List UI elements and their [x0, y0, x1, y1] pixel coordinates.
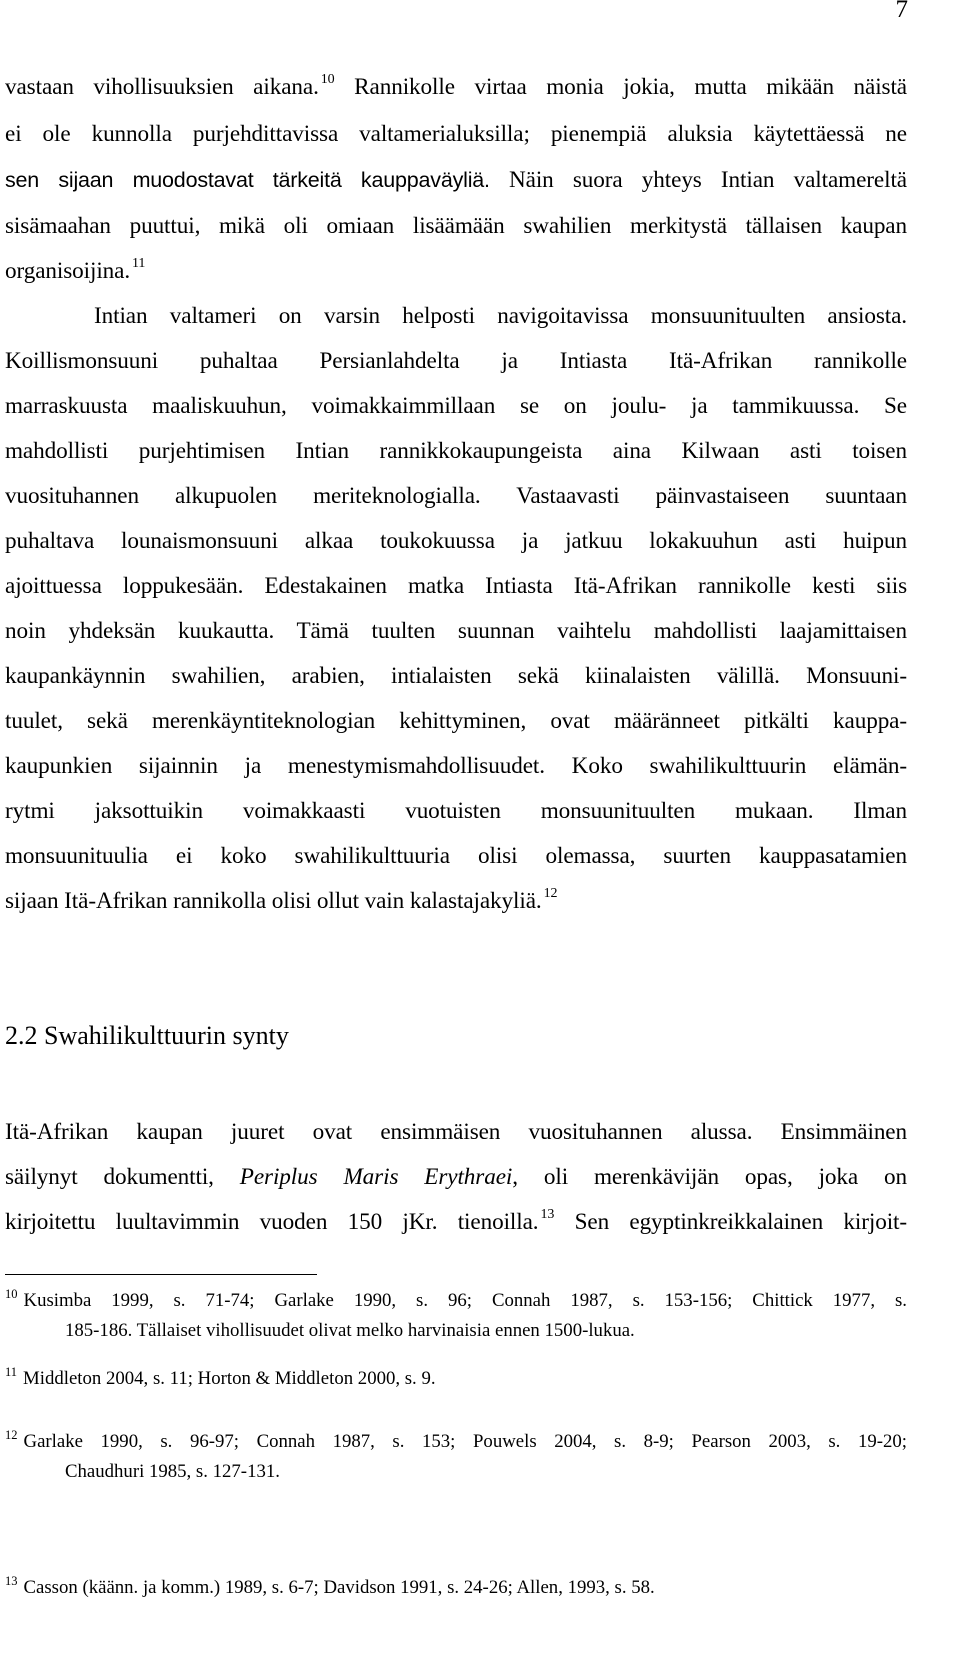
text-line: ajoittuessa loppukesään. Edestakainen matka Intiasta Itä-Afrikan rannikolle kesti siis: [5, 573, 907, 599]
text-line: noin yhdeksän kuukautta. Tämä tuulten suunnan vaihtelu mahdollisti laajamittaisen: [5, 618, 907, 644]
text-line: Intian valtameri on varsin helposti navigoitavissa monsuunituulten ansiosta.: [94, 303, 907, 329]
text-line: monsuunituulia ei koko swahilikulttuuria olisi olemassa, suurten kauppasatamien: [5, 843, 907, 869]
text-line: marraskuusta maaliskuuhun, voimakkaimmillaan se on joulu- ja tammikuussa. Se: [5, 393, 907, 419]
page-number: 7: [895, 0, 908, 23]
text-line: sijaan Itä-Afrikan rannikolla olisi ollut vain kalastajakyliä. $^{12}$: [5, 886, 558, 914]
text-line: kaupunkien sijainnin ja menestymismahdollisuudet. Koko swahilikulttuurin elämän-: [5, 753, 907, 779]
footnote: $^{11}$ Middleton 2004, s. 11; Horton & Middleton 2000, s. 9.: [5, 1365, 436, 1389]
text-line: organisoijina. $^{11}$: [5, 256, 146, 284]
italic-title: Periplus Maris Erythraei: [239, 1164, 513, 1190]
section-heading: 2.2 Swahilikulttuurin synty: [5, 1021, 289, 1050]
footnote-ref[interactable]: 11: [132, 256, 146, 271]
footnote: $^{13}$ Casson (käänn. ja komm.) 1989, s. 6-7; Davidson 1991, s. 24-26; Allen, 1993, s. 58.: [5, 1574, 655, 1598]
text-line: vastaan vihollisuuksien aikana. $^{10}$ Rannikolle virtaa monia jokia, mutta mikään näistä: [5, 72, 907, 100]
text-line: kirjoitettu luultavimmin vuoden 150 jKr. tienoilla. $^{13}$ Sen egyptinkreikkalainen kirjoit-: [5, 1207, 907, 1235]
footnote: $^{12}$ Garlake 1990, s. 96-97; Connah 1987, s. 153; Pouwels 2004, s. 8-9; Pearson 2003, s. 19-20;: [5, 1428, 907, 1452]
footnote-ref[interactable]: 12: [543, 886, 558, 901]
footnote-ref[interactable]: 10: [320, 72, 335, 87]
text-line: puhaltava lounaismonsuuni alkaa toukokuussa ja jatkuu lokakuuhun asti huipun: [5, 528, 907, 554]
text-line: Koillismonsuuni puhaltaa Persianlahdelta ja Intiasta Itä-Afrikan rannikolle: [5, 348, 907, 374]
text-line: vuosituhannen alkupuolen meriteknologialla. Vastaavasti päinvastaiseen suuntaan: [5, 483, 907, 509]
footnote-ref[interactable]: 13: [540, 1207, 555, 1222]
footnote-continuation: 185-186. Tällaiset vihollisuudet olivat melko harvinaisia ennen 1500-lukua.: [65, 1320, 635, 1341]
text-line: säilynyt dokumentti, Periplus Maris Erythraei, oli merenkävijän opas, joka on: [5, 1164, 907, 1190]
footnote-separator: [5, 1274, 317, 1275]
text-line: Itä-Afrikan kaupan juuret ovat ensimmäisen vuosituhannen alussa. Ensimmäinen: [5, 1119, 907, 1145]
text-line: sen sijaan muodostavat tärkeitä kauppaväyliä. Näin suora yhteys Intian valtamereltä: [5, 167, 907, 193]
text-line: mahdollisti purjehtimisen Intian rannikkokaupungeista aina Kilwaan asti toisen: [5, 438, 907, 464]
text-line: kaupankäynnin swahilien, arabien, intialaisten sekä kiinalaisten välillä. Monsuuni-: [5, 663, 907, 689]
footnote: $^{10}$ Kusimba 1999, s. 71-74; Garlake 1990, s. 96; Connah 1987, s. 153-156; Chittick 1977, s.: [5, 1287, 907, 1311]
text-line: ei ole kunnolla purjehdittavissa valtamerialuksilla; pienempiä aluksia käytettäessä ne: [5, 121, 907, 147]
text-line: tuulet, sekä merenkäyntiteknologian kehittyminen, ovat määränneet pitkälti kauppa-: [5, 708, 907, 734]
text-line: sisämaahan puuttui, mikä oli omiaan lisäämään swahilien merkitystä tällaisen kaupan: [5, 213, 907, 239]
text-line: rytmi jaksottuikin voimakkaasti vuotuisten monsuunituulten mukaan. Ilman: [5, 798, 907, 824]
footnote-continuation: Chaudhuri 1985, s. 127-131.: [65, 1461, 280, 1482]
